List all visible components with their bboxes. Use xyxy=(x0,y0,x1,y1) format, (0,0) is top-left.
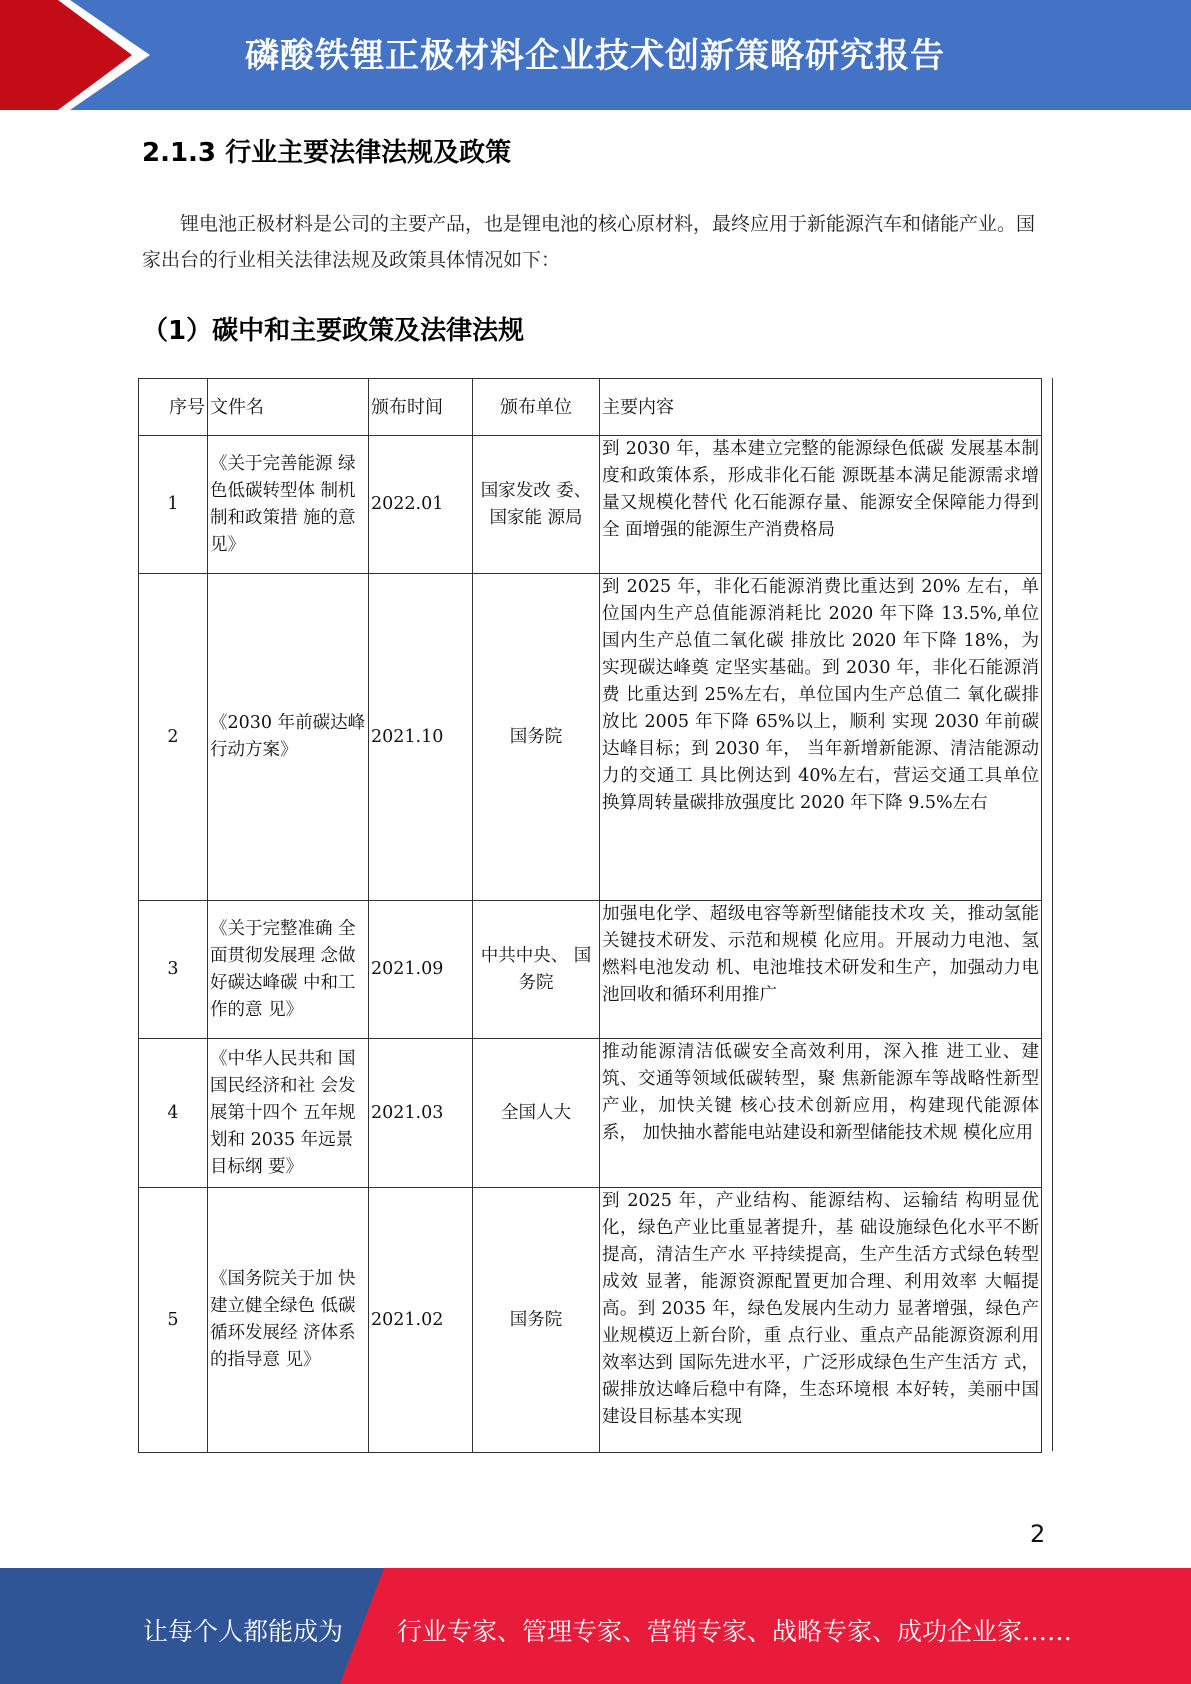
row-date: 2022.01 xyxy=(369,436,473,574)
row-seq: 3 xyxy=(139,901,208,1039)
policy-table xyxy=(138,378,1042,1453)
row-document-name: 《关于完善能源 绿色低碳转型体 制机制和政策措 施的意见》 xyxy=(208,436,369,574)
row-date: 2021.10 xyxy=(369,574,473,901)
table-right-border xyxy=(1052,378,1053,1451)
header-unit: 颁布单位 xyxy=(473,379,600,436)
row-content: 到 2025 年，非化石能源消费比重达到 20% 左右，单位国内生产总值能源消耗比 2020 年下降 13.5%,单位国内生产总值二氧化碳 排放比 2020 年下降 18%，为实现碳达峰奠 定坚实基础。到 2030 年，非化石能源消费 比重达到 25%左右，单位国内生产总值二 氧化碳排放比 2005 年下降 65%以上，顺利 实现 2030 年前碳达峰目标；到 2030 年， 当年新增新能源、清洁能源动力的交通工 具比例达到 40%左右，营运交通工具单位 换算周转量碳排放强度比 2020 年下降 9.5%左右 xyxy=(600,574,1042,901)
row-seq: 1 xyxy=(139,436,208,574)
footer-slogan-left: 让每个人都能成为 xyxy=(143,1617,344,1646)
row-date: 2021.02 xyxy=(369,1188,473,1453)
report-title: 磷酸铁锂正极材料企业技术创新策略研究报告 xyxy=(245,36,945,76)
row-issuer: 中共中央、 国务院 xyxy=(473,901,600,1039)
row-issuer: 国家发改 委、国家能 源局 xyxy=(473,436,600,574)
header-name: 文件名 xyxy=(208,379,369,436)
header-date: 颁布时间 xyxy=(369,379,473,436)
table-header-row xyxy=(139,379,1042,436)
row-document-name: 《2030 年前碳达峰行动方案》 xyxy=(208,574,369,901)
table-row xyxy=(139,901,1042,1039)
footer-banner xyxy=(0,1568,1191,1684)
row-issuer: 国务院 xyxy=(473,1188,600,1453)
header-seq: 序号 xyxy=(139,379,208,436)
row-seq: 4 xyxy=(139,1039,208,1188)
row-document-name: 《关于完整准确 全面贯彻发展理 念做好碳达峰碳 中和工作的意 见》 xyxy=(208,901,369,1039)
row-issuer: 全国人大 xyxy=(473,1039,600,1188)
footer-slogan-right: 行业专家、管理专家、营销专家、战略专家、成功企业家…… xyxy=(397,1617,1073,1646)
intro-paragraph: 锂电池正极材料是公司的主要产品，也是锂电池的核心原材料，最终应用于新能源汽车和储能产业。国家出台的行业相关法律法规及政策具体情况如下： xyxy=(142,213,1036,271)
page-number: 2 xyxy=(1030,1520,1046,1548)
section-title: 2.1.3 行业主要法律法规及政策 xyxy=(142,138,512,168)
row-seq: 2 xyxy=(139,574,208,901)
table-row xyxy=(139,1188,1042,1453)
row-issuer: 国务院 xyxy=(473,574,600,901)
header-content: 主要内容 xyxy=(600,379,1042,436)
table-row xyxy=(139,436,1042,574)
header-arrow-icon xyxy=(0,0,150,110)
header-banner xyxy=(0,0,1191,110)
row-content: 推动能源清洁低碳安全高效利用，深入推 进工业、建筑、交通等领域低碳转型，聚 焦新能源车等战略性新型产业，加快关键 核心技术创新应用，构建现代能源体系， 加快抽水蓄能电站建设和新型储能技术规 模化应用 xyxy=(600,1039,1042,1188)
row-date: 2021.09 xyxy=(369,901,473,1039)
subsection-title: （1）碳中和主要政策及法律法规 xyxy=(142,316,525,346)
row-content: 到 2025 年，产业结构、能源结构、运输结 构明显优化，绿色产业比重显著提升，基 础设施绿色化水平不断提高，清洁生产水 平持续提高，生产生活方式绿色转型成效 显著，能源资源配置更加合理、利用效率 大幅提高。到 2035 年，绿色发展内生动力 显著增强，绿色产业规模迈上新台阶，重 点行业、重点产品能源资源利用效率达到 国际先进水平，广泛形成绿色生产生活方 式，碳排放达峰后稳中有降，生态环境根 本好转，美丽中国建设目标基本实现 xyxy=(600,1188,1042,1453)
row-content: 到 2030 年，基本建立完整的能源绿色低碳 发展基本制度和政策体系，形成非化石能 源既基本满足能源需求增量又规模化替代 化石能源存量、能源安全保障能力得到全 面增强的能源生产消费格局 xyxy=(600,436,1042,574)
row-date: 2021.03 xyxy=(369,1039,473,1188)
row-content: 加强电化学、超级电容等新型储能技术攻 关，推动氢能关键技术研发、示范和规模 化应用。开展动力电池、氢燃料电池发动 机、电池堆技术研发和生产，加强动力电 池回收和循环利用推广 xyxy=(600,901,1042,1039)
row-document-name: 《中华人民共和 国国民经济和社 会发展第十四个 五年规划和 2035 年远景目标纲 要》 xyxy=(208,1039,369,1188)
table-row xyxy=(139,1039,1042,1188)
row-seq: 5 xyxy=(139,1188,208,1453)
table-row xyxy=(139,574,1042,901)
row-document-name: 《国务院关于加 快建立健全绿色 低碳循环发展经 济体系的指导意 见》 xyxy=(208,1188,369,1453)
